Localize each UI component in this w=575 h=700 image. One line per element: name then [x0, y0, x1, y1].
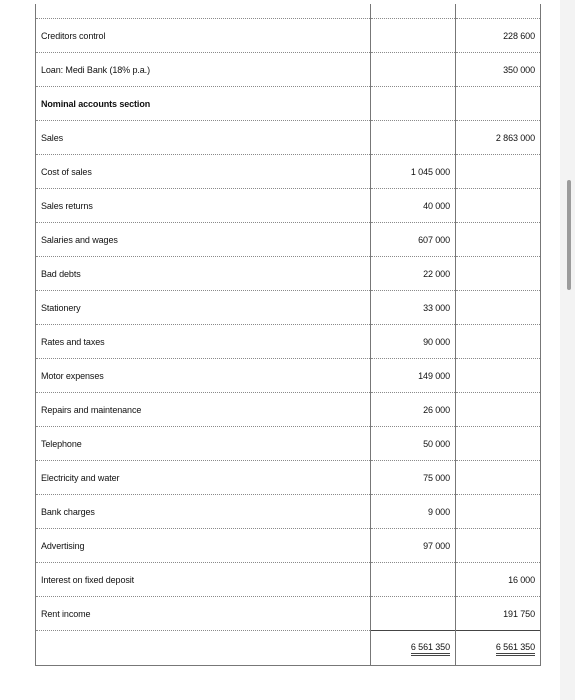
credit-cell: 16 000	[456, 563, 541, 597]
debit-cell	[371, 597, 456, 631]
debit-cell	[371, 53, 456, 87]
credit-cell	[456, 155, 541, 189]
total-debit-cell	[371, 631, 456, 666]
account-name-cell: Interest on fixed deposit	[36, 563, 371, 597]
credit-cell	[456, 359, 541, 393]
debit-cell: 40 000	[371, 189, 456, 223]
account-name-cell: Rent income	[36, 597, 371, 631]
debit-cell: 75 000	[371, 461, 456, 495]
table-row	[36, 563, 541, 597]
credit-cell	[456, 223, 541, 257]
debit-cell: 97 000	[371, 529, 456, 563]
credit-cell	[456, 461, 541, 495]
debit-cell	[371, 563, 456, 597]
debit-cell: 22 000	[371, 257, 456, 291]
table-row	[36, 257, 541, 291]
account-name-cell: Electricity and water	[36, 461, 371, 495]
account-name-cell: Telephone	[36, 427, 371, 461]
section-header-row	[36, 87, 541, 121]
credit-cell	[456, 325, 541, 359]
totals-label-cell	[36, 631, 371, 666]
debit-cell: 149 000	[371, 359, 456, 393]
table-row	[36, 189, 541, 223]
credit-cell	[456, 291, 541, 325]
total-debit-value: 6 561 350	[411, 640, 450, 656]
credit-cell	[456, 427, 541, 461]
debit-cell: 33 000	[371, 291, 456, 325]
debit-cell	[371, 121, 456, 155]
account-name-cell: Sales returns	[36, 189, 371, 223]
debit-cell	[371, 19, 456, 53]
account-name-cell: Bad debts	[36, 257, 371, 291]
table-row	[36, 529, 541, 563]
credit-cell	[456, 529, 541, 563]
credit-cell	[456, 189, 541, 223]
account-name-cell: Creditors control	[36, 19, 371, 53]
trial-balance-body	[36, 4, 541, 666]
table-row	[36, 597, 541, 631]
table-row	[36, 121, 541, 155]
debit-cell: 50 000	[371, 427, 456, 461]
account-name-cell: Repairs and maintenance	[36, 393, 371, 427]
total-credit-cell	[456, 631, 541, 666]
account-name-cell: Nominal accounts section	[36, 87, 371, 121]
debit-cell: 9 000	[371, 495, 456, 529]
table-row	[36, 291, 541, 325]
debit-cell: 26 000	[371, 393, 456, 427]
debit-cell: 1 045 000	[371, 155, 456, 189]
table-spacer-row	[36, 4, 541, 19]
debit-cell: 607 000	[371, 223, 456, 257]
table-row	[36, 19, 541, 53]
credit-cell: 2 863 000	[456, 121, 541, 155]
table-row	[36, 155, 541, 189]
credit-cell: 350 000	[456, 53, 541, 87]
totals-row	[36, 631, 541, 666]
account-name-cell: Salaries and wages	[36, 223, 371, 257]
table-row	[36, 427, 541, 461]
debit-cell	[371, 87, 456, 121]
table-row	[36, 359, 541, 393]
table-row	[36, 53, 541, 87]
account-name-cell: Motor expenses	[36, 359, 371, 393]
total-credit-value: 6 561 350	[496, 640, 535, 656]
credit-cell: 228 600	[456, 19, 541, 53]
credit-cell	[456, 393, 541, 427]
account-name-cell: Sales	[36, 121, 371, 155]
table-row	[36, 223, 541, 257]
table-row	[36, 495, 541, 529]
account-name-cell: Rates and taxes	[36, 325, 371, 359]
table-row	[36, 393, 541, 427]
account-name-cell: Advertising	[36, 529, 371, 563]
debit-cell: 90 000	[371, 325, 456, 359]
account-name-cell: Bank charges	[36, 495, 371, 529]
account-name-cell: Cost of sales	[36, 155, 371, 189]
credit-cell	[456, 495, 541, 529]
credit-cell	[456, 87, 541, 121]
credit-cell	[456, 257, 541, 291]
table-row	[36, 461, 541, 495]
table-row	[36, 325, 541, 359]
account-name-cell: Stationery	[36, 291, 371, 325]
credit-cell: 191 750	[456, 597, 541, 631]
account-name-cell: Loan: Medi Bank (18% p.a.)	[36, 53, 371, 87]
trial-balance-table	[35, 4, 541, 666]
vertical-scrollbar[interactable]	[567, 180, 571, 290]
